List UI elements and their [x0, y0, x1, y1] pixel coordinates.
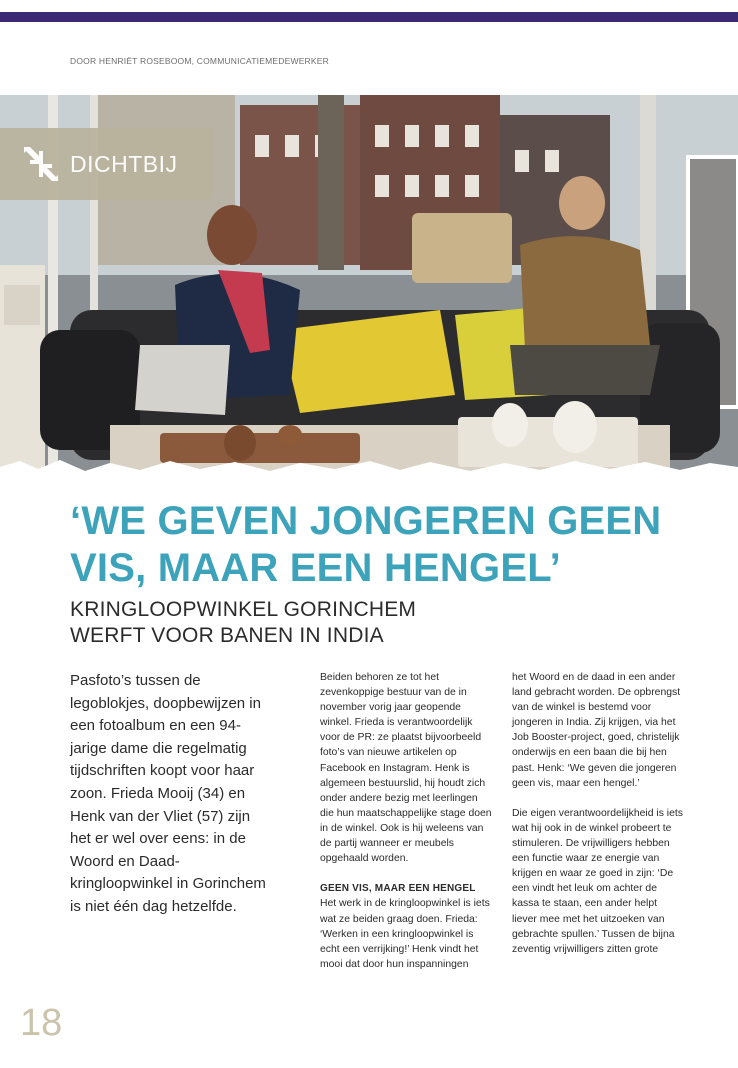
subhead-line-2: WERFT VOOR BANEN IN INDIA [70, 624, 384, 647]
byline: DOOR HENRIËT ROSEBOOM, COMMUNICATIEMEDEWERKER [70, 56, 329, 66]
column-2-paragraph-2: Die eigen verantwoordelijkheid is iets wat hij ook in de winkel probeert te stimuleren. De vrijwilligers hebben een functie waar ze energie van krijgen en waar ze goed in zijn: ‘De een vindt het leuk om achter de kassa te staan, een ander helpt liever mee met het uitzoeken van gebrachte spullen.’ Tussen de bijna zeventig vrijwilligers zitten grote [512, 807, 683, 955]
subhead-line-1: KRINGLOOPWINKEL GORINCHEM [70, 598, 417, 621]
column-2-paragraph-1: het Woord en de daad in een ander land gebracht worden. De opbrengst van de winkel is bestemd voor jongeren in India. Zij krijgen, via het Job Booster-project, goed, christelijk onderwijs en een baan die bij hen past. Henk: ‘We geven die jongeren geen vis, maar een hengel.’ [512, 672, 681, 789]
top-accent-bar [0, 12, 738, 22]
page-number: 18 [20, 1002, 63, 1044]
section-tab [0, 128, 214, 200]
article-column-1 [320, 670, 492, 972]
column-1-paragraph-2: Het werk in de kringloopwinkel is iets wat ze beiden graag doen. Frieda: ‘Werken in een kringloopwinkel is echt een verrijking!’ Henk vindt het mooi dat door hun inspanningen [320, 898, 490, 970]
headline: ‘WE GEVEN JONGEREN GEEN VIS, MAAR EEN HENGEL’ [70, 499, 662, 590]
subhead [70, 597, 670, 649]
column-1-subtitle: GEEN VIS, MAAR EEN HENGEL [320, 883, 476, 895]
section-label: DICHTBIJ [70, 150, 178, 177]
arrows-inward-icon [20, 143, 62, 185]
column-1-paragraph-1: Beiden behoren ze tot het zevenkoppige bestuur van de in november vorig jaar geopende winkel. Frieda is verantwoordelijk voor de PR: ze plaatst bijvoorbeeld foto’s van nieuwe artikelen op Facebook en Instagram. Henk is algemeen bestuurslid, hij houdt zich onder andere bezig met leerlingen die hun maatschappelijke stage doen in de winkel. Ook is hij weleens van de partij wanneer er meubels opgehaald worden. [320, 672, 492, 865]
article-column-2 [512, 670, 684, 957]
intro-paragraph: Pasfoto’s tussen de legoblokjes, doopbewijzen in een fotoalbum en een 94-jarige dame die regelmatig tijdschriften koopt voor haar zoon. Frieda Mooij (34) en Henk van der Vliet (57) zijn het er wel over eens: in de Woord en Daad-kringloopwinkel in Gorinchem is niet één dag hetzelfde. [70, 672, 266, 915]
